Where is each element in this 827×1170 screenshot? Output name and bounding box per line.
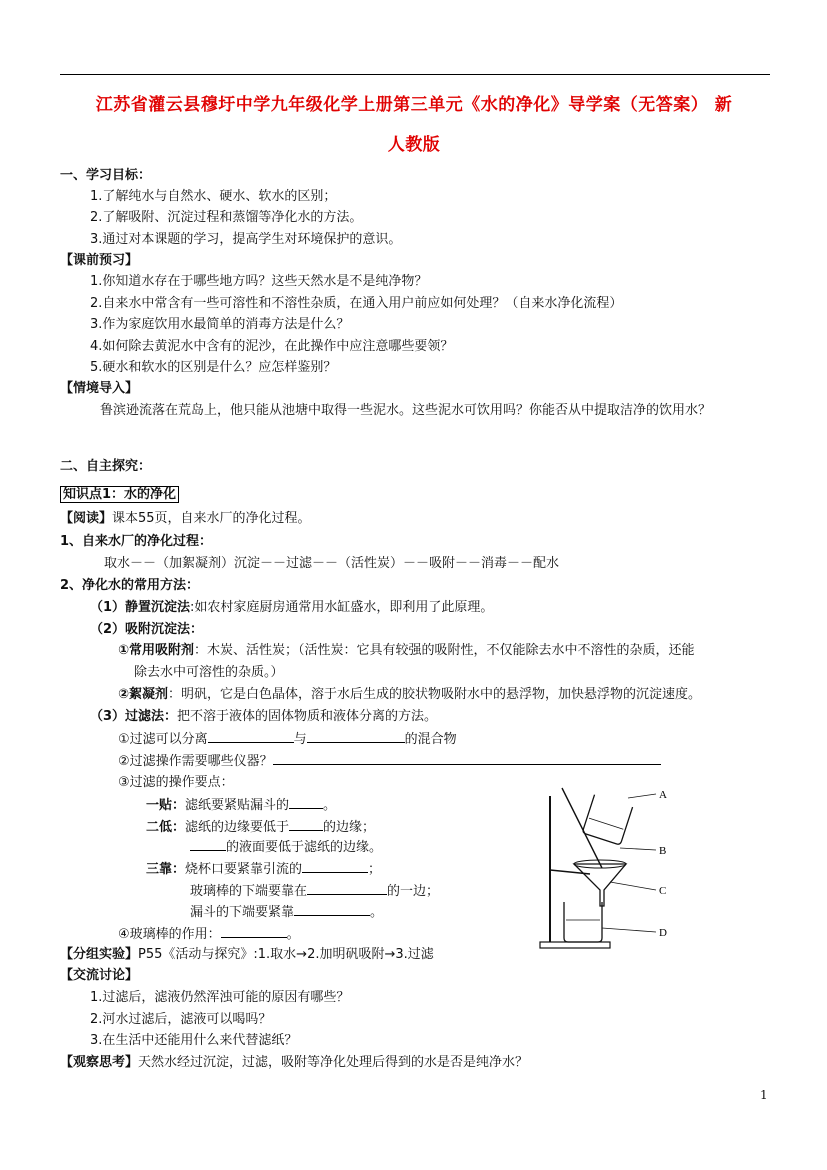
leader-line-d <box>602 928 656 932</box>
diagram-label-b: B <box>659 845 667 857</box>
q2-text: ②过滤操作需要哪些仪器？ <box>118 754 273 769</box>
answer-blank[interactable] <box>221 925 287 938</box>
doc-title-line1: 江苏省灌云县穆圩中学九年级化学上册第三单元《水的净化》导学案（无答案） 新 <box>95 95 733 115</box>
filtration-q3: ③过滤的操作要点： <box>118 775 234 790</box>
answer-blank[interactable] <box>289 796 323 809</box>
sankao-text: 烧杯口要紧靠引流的 <box>185 862 303 877</box>
filtration-q2 <box>118 752 661 771</box>
q1-text: ①过滤可以分离 <box>118 732 208 747</box>
preview-item: 4.如何除去黄泥水中含有的泥沙，在此操作中应注意哪些要领？ <box>90 339 454 354</box>
adsorbent-text: ：木炭、活性炭；（活性炭：它具有较强的吸附性，不仅能除去水中不溶性的杂质，还能 <box>194 643 695 658</box>
preview-heading: 【课前预习】 <box>60 253 139 268</box>
page-number: 1 <box>760 1088 768 1102</box>
purification-flow: 取水－－（加絮凝剂）沉淀－－过滤－－（活性炭）－－吸附－－消毒－－配水 <box>104 556 560 571</box>
method-text: :如农村家庭厨房通常用水缸盛水，即利用了此原理。 <box>190 600 494 615</box>
erdi-line-2 <box>190 838 382 857</box>
leader-line-a <box>628 794 656 798</box>
answer-blank[interactable] <box>273 752 661 765</box>
doc-title-line2: 人教版 <box>387 135 441 155</box>
q4-text: 。 <box>286 927 300 942</box>
section2-heading: 二、自主探究： <box>60 459 152 474</box>
preview-item: 2.自来水中常含有一些可溶性和不溶性杂质，在通入用户前应如何处理？（自来水净化流程） <box>90 296 623 311</box>
adsorbent-line <box>118 642 695 660</box>
adsorbent-continuation: 除去水中可溶性的杂质。） <box>134 665 284 680</box>
diagram-label-a: A <box>659 789 667 801</box>
sankao-line-1 <box>146 860 381 879</box>
objective-item: 2.了解吸附、沉淀过程和蒸馏等净化水的方法。 <box>90 210 363 225</box>
methods-heading: 2、净化水的常用方法： <box>60 578 200 593</box>
receiving-beaker <box>564 902 602 942</box>
observe-line <box>60 1054 528 1072</box>
leader-line-c <box>610 882 656 890</box>
sankao-text: ； <box>368 862 382 877</box>
filtration-line <box>90 708 437 726</box>
stand-base <box>540 942 610 948</box>
yitie-label: 一贴： <box>146 798 186 813</box>
knowledge-point-label: 知识点1：水的净化 <box>60 486 179 503</box>
filtration-q1 <box>118 730 457 749</box>
erdi-text: 的液面要低于滤纸的边缘。 <box>226 840 383 855</box>
sankao-text: 玻璃棒的下端要靠在 <box>190 884 308 899</box>
filtration-label: （3）过滤法： <box>90 709 178 724</box>
flocculant-text: ：明矾，它是白色晶体，溶于水后生成的胶状物吸附水中的悬浮物，加快悬浮物的沉淀速度。 <box>168 687 702 702</box>
sankao-text: 。 <box>370 905 384 920</box>
intro-heading: 【情境导入】 <box>60 381 139 396</box>
answer-blank[interactable] <box>307 730 405 743</box>
q1-text: 与 <box>293 732 307 747</box>
filtration-text: 把不溶于液体的固体物质和液体分离的方法。 <box>177 709 438 724</box>
read-label: 【阅读】 <box>60 511 113 526</box>
adsorbent-label: ①常用吸附剂 <box>118 643 195 658</box>
flocculant-label: ②絮凝剂 <box>118 687 169 702</box>
yitie-text: 。 <box>323 798 337 813</box>
filtration-apparatus-diagram <box>528 778 688 958</box>
pouring-beaker <box>582 795 632 845</box>
yitie-text: 滤纸要紧贴漏斗的 <box>185 798 290 813</box>
observe-label: 【观察思考】 <box>60 1055 139 1070</box>
answer-blank[interactable] <box>307 882 387 895</box>
glass-rod <box>562 788 602 868</box>
q4-text: ④玻璃棒的作用： <box>118 927 221 942</box>
sankao-text: 漏斗的下端要紧靠 <box>190 905 295 920</box>
method-label: （1）静置沉淀法 <box>90 600 191 615</box>
purification-process-heading: 1、自来水厂的净化过程： <box>60 534 213 549</box>
answer-blank[interactable] <box>208 730 294 743</box>
discussion-item: 2.河水过滤后，滤液可以喝吗？ <box>90 1012 272 1027</box>
observe-text: 天然水经过沉淀，过滤，吸附等净化处理后得到的水是否是纯净水？ <box>138 1055 529 1070</box>
diagram-label-d: D <box>659 927 667 939</box>
objective-item: 3.通过对本课题的学习，提高学生对环境保护的意识。 <box>90 232 402 247</box>
erdi-text: 滤纸的边缘要低于 <box>185 820 290 835</box>
yitie-line <box>146 796 336 815</box>
preview-item: 3.作为家庭饮用水最简单的消毒方法是什么？ <box>90 317 350 332</box>
method-sedimentation <box>90 599 493 617</box>
flocculant-line <box>118 686 701 704</box>
answer-blank[interactable] <box>289 818 323 831</box>
funnel <box>574 864 626 906</box>
leader-line-b <box>620 848 656 850</box>
knowledge-point-box <box>60 486 179 504</box>
group-experiment-line <box>60 946 434 964</box>
intro-text: 鲁滨逊流落在荒岛上，他只能从池塘中取得一些泥水。这些泥水可饮用吗？你能否从中提取洁净的饮用水？ <box>100 403 712 418</box>
erdi-text: 的边缘； <box>323 820 376 835</box>
sankao-label: 三靠： <box>146 862 186 877</box>
discussion-item: 1.过滤后，滤液仍然浑浊可能的原因有哪些？ <box>90 990 350 1005</box>
group-label: 【分组实验】 <box>60 947 139 962</box>
q1-text: 的混合物 <box>404 732 457 747</box>
sankao-line-2 <box>190 882 439 901</box>
discussion-heading: 【交流讨论】 <box>60 968 139 983</box>
filtration-q4 <box>118 925 300 944</box>
preview-item: 5.硬水和软水的区别是什么？应怎样鉴别？ <box>90 360 337 375</box>
read-line <box>60 510 311 528</box>
header-rule <box>60 74 770 75</box>
sankao-line-3 <box>190 903 383 922</box>
read-text: 课本55页，自来水厂的净化过程。 <box>112 511 311 526</box>
answer-blank[interactable] <box>302 860 368 873</box>
method-adsorption-heading: （2）吸附沉淀法： <box>90 622 204 637</box>
answer-blank[interactable] <box>294 903 370 916</box>
diagram-label-c: C <box>659 885 667 897</box>
group-text: P55《活动与探究》:1.取水→2.加明矾吸附→3.过滤 <box>138 947 434 962</box>
erdi-label: 二低： <box>146 820 186 835</box>
erdi-line-1 <box>146 818 375 837</box>
sankao-text: 的一边； <box>387 884 440 899</box>
answer-blank[interactable] <box>190 838 226 851</box>
preview-item: 1.你知道水存在于哪些地方吗？这些天然水是不是纯净物？ <box>90 274 428 289</box>
section1-heading: 一、学习目标： <box>60 168 152 183</box>
discussion-item: 3.在生活中还能用什么来代替滤纸？ <box>90 1033 298 1048</box>
objective-item: 1.了解纯水与自然水、硬水、软水的区别； <box>90 189 337 204</box>
